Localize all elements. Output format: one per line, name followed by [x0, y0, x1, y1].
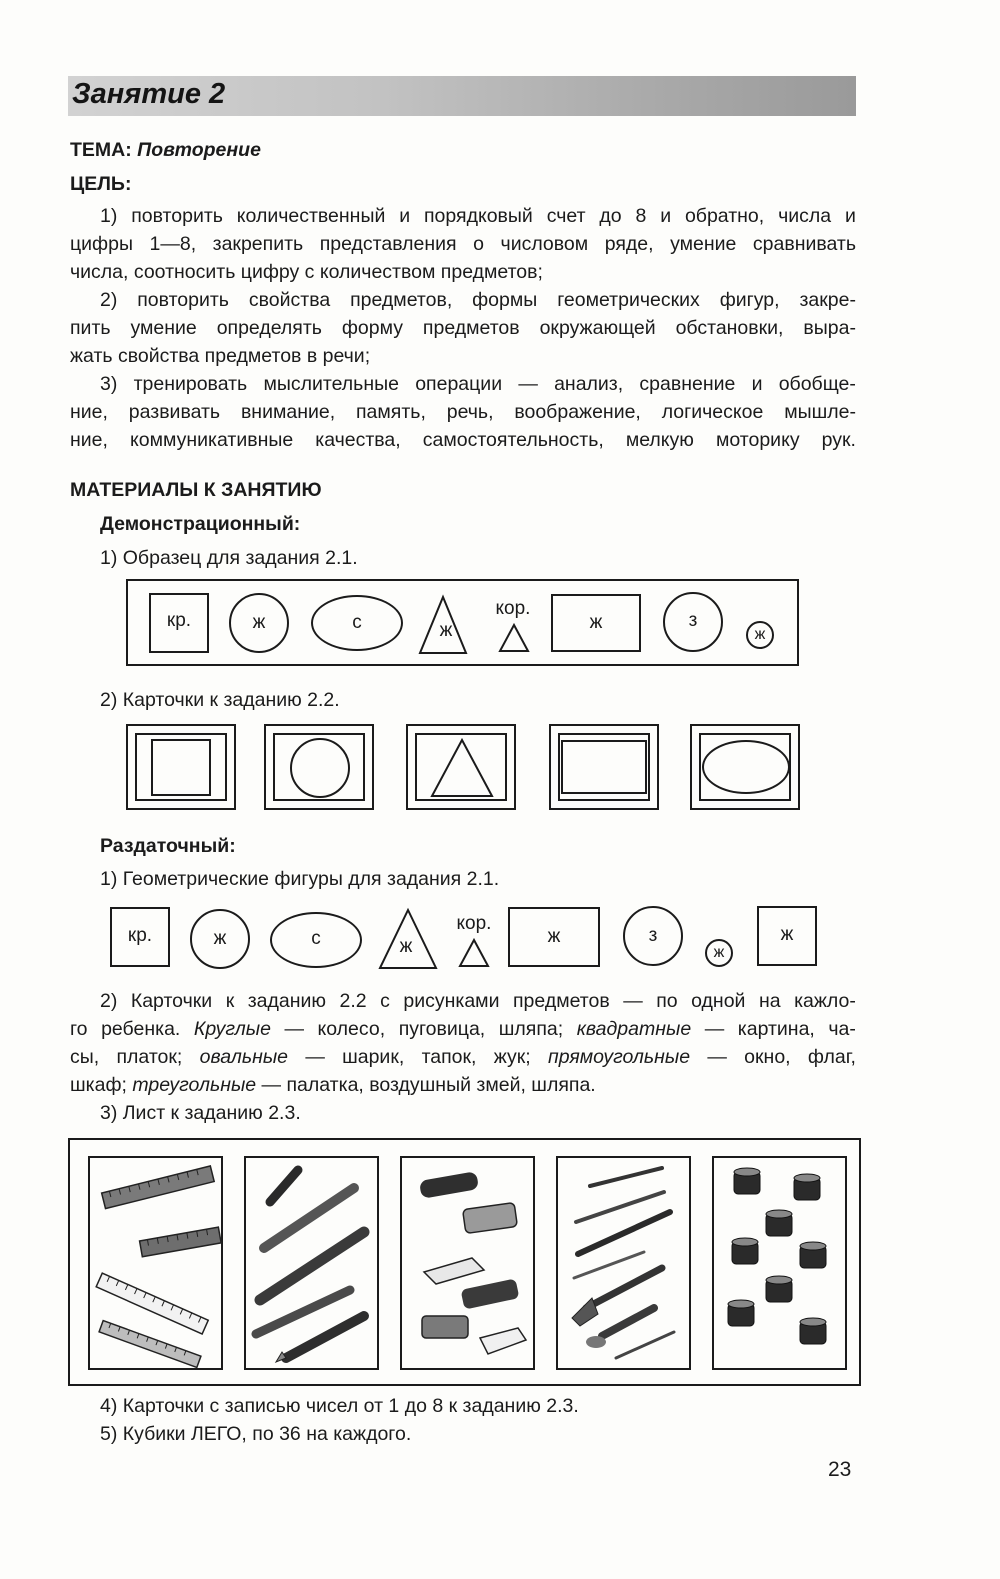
handout-heading: Раздаточный:: [100, 835, 236, 857]
word: операции: [415, 373, 503, 395]
word: —: [623, 990, 643, 1012]
word: внимание,: [240, 401, 336, 423]
word: картина,: [737, 1018, 815, 1040]
goal-lines-line: [70, 258, 543, 286]
word: сравнивать: [752, 233, 856, 255]
handout-circle-label: ж: [213, 928, 227, 949]
topic-value: Повторение: [137, 139, 261, 161]
card-triangle: [406, 724, 516, 810]
word: Круглые: [193, 1018, 271, 1040]
handout-rectangle-label: ж: [547, 926, 561, 947]
word: одной: [691, 990, 746, 1012]
word: колесо,: [317, 1018, 386, 1040]
word: и: [660, 205, 672, 227]
word: обратно,: [684, 205, 765, 227]
word: 2): [100, 990, 118, 1012]
word: к: [225, 990, 235, 1012]
goal-lines-line: [70, 230, 856, 258]
word: тренировать: [133, 373, 248, 395]
handout-lines-line: [100, 987, 856, 1015]
word: обстановки,: [675, 317, 784, 339]
word: шкаф; треугольные — палатка, воздушный змей, шляпа.: [70, 1074, 596, 1096]
topic-line: [70, 136, 261, 164]
word: —: [704, 1018, 725, 1040]
word: 3): [100, 373, 118, 395]
card-square: [126, 724, 236, 810]
paint-jars-illustration: [714, 1158, 845, 1368]
word: 8: [635, 205, 647, 227]
word: заданию: [247, 990, 327, 1012]
word: —: [518, 373, 538, 395]
word: количественный: [236, 205, 386, 227]
word: го: [70, 1018, 88, 1040]
word: порядковый: [423, 205, 533, 227]
card-circle-figure: [290, 738, 350, 798]
handout-square-label: кр.: [127, 925, 153, 946]
word: ча-: [828, 1018, 856, 1040]
oval-label: с: [352, 612, 362, 633]
word: коммуникативные: [129, 429, 294, 451]
word: рисунками: [403, 990, 500, 1012]
card-oval-figure: [702, 740, 790, 794]
word: и: [751, 373, 763, 395]
word: шляпа;: [498, 1018, 564, 1040]
word: кажло-: [794, 990, 856, 1012]
word: —: [284, 1018, 304, 1040]
card-rectangle-figure: [561, 740, 647, 794]
rulers-illustration: [90, 1158, 221, 1368]
word: предметов: [513, 990, 610, 1012]
lesson-banner: [68, 76, 856, 116]
word: пуговица,: [398, 1018, 486, 1040]
word: платок;: [116, 1046, 183, 1068]
word: числа, соотносить цифру с количеством предметов;: [70, 261, 543, 283]
topic-label: ТЕМА:: [70, 139, 132, 161]
word: —: [707, 1046, 727, 1068]
word: флаг,: [807, 1046, 856, 1068]
word: тапок,: [421, 1046, 477, 1068]
page-number: 23: [828, 1458, 852, 1481]
small-circle-label: ж: [754, 626, 766, 643]
word: геометрических: [557, 289, 700, 311]
demo-sample-frame: [126, 579, 799, 666]
goal-lines-line: [70, 342, 370, 370]
word: 2): [100, 289, 118, 311]
word: развивать: [128, 401, 221, 423]
panel-brushes: [556, 1156, 691, 1370]
word: формы: [472, 289, 538, 311]
circle-2-label: з: [688, 610, 698, 631]
small-triangle-label: кор.: [495, 598, 531, 619]
materials-heading: МАТЕРИАЛЫ К ЗАНЯТИЮ: [70, 479, 322, 501]
word: повторить: [137, 289, 229, 311]
word: моторику: [715, 429, 800, 451]
word: выра-: [803, 317, 856, 339]
word: ние,: [70, 401, 108, 423]
handout-oval-label: с: [311, 928, 321, 949]
word: ряде,: [604, 233, 654, 255]
word: мышле-: [784, 401, 856, 423]
handout-lines-line: [70, 1071, 596, 1099]
card-triangle-figure: [430, 738, 494, 798]
goal-lines-line: [100, 286, 856, 314]
word: и: [399, 205, 411, 227]
brushes-illustration: [558, 1158, 689, 1368]
handout-item-1: 1) Геометрические фигуры для задания 2.1.: [100, 868, 500, 890]
word: до: [599, 205, 622, 227]
word: свойства: [248, 289, 331, 311]
pencils-illustration: [246, 1158, 377, 1368]
word: окружающей: [539, 317, 656, 339]
sheet-2-3-frame: [68, 1138, 861, 1386]
word: жук;: [493, 1046, 531, 1068]
word: —: [305, 1046, 325, 1068]
word: прямоугольные: [548, 1046, 691, 1068]
word: окно,: [744, 1046, 791, 1068]
word: квадратные: [576, 1018, 692, 1040]
card-rectangle: [549, 724, 659, 810]
handout-item-4: 4) Карточки с записью чисел от 1 до 8 к заданию 2.3.: [100, 1395, 579, 1417]
rectangle-label: ж: [589, 612, 603, 633]
word: числа: [778, 205, 832, 227]
card-oval: [690, 724, 800, 810]
handout-item-3: 3) Лист к заданию 2.3.: [100, 1102, 301, 1124]
handout-circle-2-label: з: [648, 925, 658, 946]
card-square-figure: [151, 739, 211, 796]
word: 2.2: [339, 990, 367, 1012]
word: рук.: [821, 429, 856, 451]
word: на: [758, 990, 781, 1012]
word: логическое: [661, 401, 764, 423]
handout-item-5: 5) Кубики ЛЕГО, по 36 на каждого.: [100, 1423, 412, 1445]
handout-lines-line: [70, 1015, 856, 1043]
goal-lines-line: [70, 426, 856, 454]
word: качества,: [315, 429, 401, 451]
word: жать свойства предметов в речи;: [70, 345, 371, 367]
handout-small-triangle-shape: [458, 938, 490, 968]
word: мелкую: [625, 429, 694, 451]
italic-word: треугольные: [132, 1074, 257, 1096]
lesson-title: Занятие 2: [72, 78, 226, 110]
word: предметов,: [350, 289, 453, 311]
word: овальные: [199, 1046, 289, 1068]
word: шарик,: [342, 1046, 405, 1068]
demo-item-2: 2) Карточки к заданию 2.2.: [100, 689, 340, 711]
word: закре-: [799, 289, 856, 311]
word: 1): [100, 205, 118, 227]
word: по: [656, 990, 678, 1012]
word: представления: [319, 233, 457, 255]
handout-small-circle-label: ж: [713, 944, 725, 961]
handout-triangle-label: ж: [399, 936, 413, 957]
demo-heading: Демонстрационный:: [100, 513, 301, 535]
word: повторить: [131, 205, 223, 227]
erasers-illustration: [402, 1158, 533, 1368]
word: цифры: [70, 233, 133, 255]
word: форму: [341, 317, 403, 339]
word: закрепить: [212, 233, 304, 255]
small-triangle-shape: [498, 623, 530, 653]
demo-item-1: 1) Образец для задания 2.1.: [100, 547, 358, 569]
word: воображение,: [514, 401, 641, 423]
panel-erasers: [400, 1156, 535, 1370]
word: мыслительные: [263, 373, 399, 395]
word: анализ,: [554, 373, 624, 395]
handout-lines-line: [70, 1043, 856, 1071]
handout-small-triangle-label: кор.: [456, 913, 492, 934]
word: самостоятельность,: [422, 429, 604, 451]
triangle-label: ж: [439, 620, 453, 641]
goal-lines-line: [70, 398, 856, 426]
word: память,: [355, 401, 426, 423]
card-circle: [264, 724, 374, 810]
panel-rulers: [88, 1156, 223, 1370]
panel-pencils: [244, 1156, 379, 1370]
word: фигур,: [719, 289, 780, 311]
handout-square-2-label: ж: [780, 924, 794, 945]
word: и: [844, 205, 856, 227]
word: Карточки: [130, 990, 213, 1012]
word: пить: [70, 317, 111, 339]
word: обобще-: [778, 373, 856, 395]
word: о: [473, 233, 484, 255]
word: умение: [130, 317, 197, 339]
word: определять: [216, 317, 322, 339]
word: числовом: [500, 233, 589, 255]
word: речь,: [446, 401, 494, 423]
word: предметов: [422, 317, 520, 339]
panel-paint-jars: [712, 1156, 847, 1370]
goal-label: ЦЕЛЬ:: [70, 173, 132, 195]
word: сравнение: [639, 373, 736, 395]
goal-lines-line: [100, 370, 856, 398]
goal-lines-line: [100, 202, 856, 230]
word: сы,: [70, 1046, 100, 1068]
word: с: [380, 990, 390, 1012]
word: ребенка.: [101, 1018, 181, 1040]
goal-lines-line: [70, 314, 856, 342]
word: счет: [546, 205, 586, 227]
circle-label: ж: [252, 612, 266, 633]
word: 1—8,: [149, 233, 197, 255]
word: ние,: [70, 429, 108, 451]
square-label: кр.: [166, 610, 192, 631]
word: умение: [670, 233, 737, 255]
